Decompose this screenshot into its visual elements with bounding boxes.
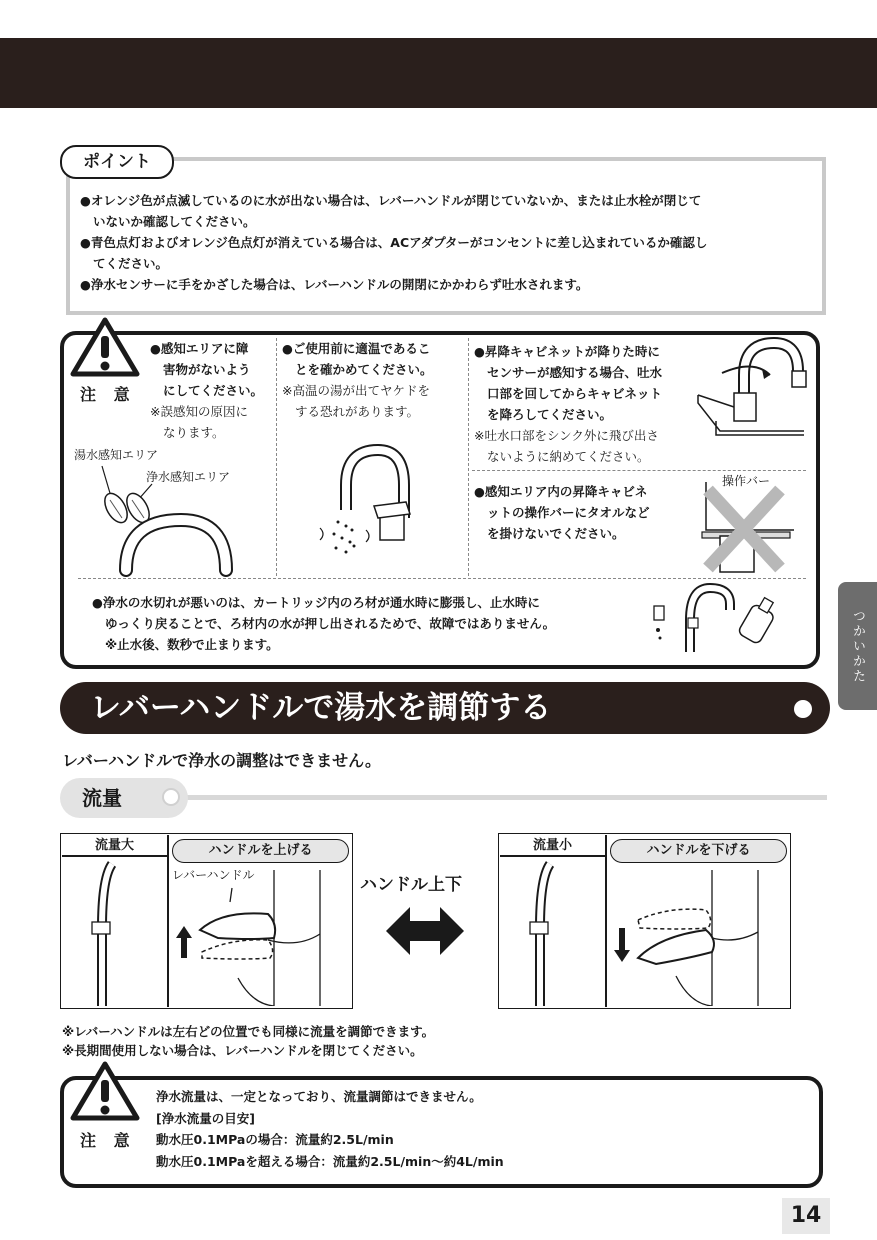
- towel-prohibited-illustration: [698, 476, 798, 576]
- caution-col3a: [474, 341, 662, 467]
- caution-text: を降ろしてください。: [487, 407, 613, 422]
- caution-text: ●浄水の水切れが悪いのは、カートリッジ内のろ材が通水時に膨張し、止水時に: [92, 595, 540, 610]
- raise-handle-pill: ハンドルを上げる: [172, 839, 349, 863]
- caution-text: ●ご使用前に適温であるこ: [282, 341, 431, 356]
- flow-small-label: 流量小: [532, 838, 572, 853]
- flow-notes: [62, 1022, 434, 1060]
- point-line: ●青色点灯およびオレンジ色点灯が消えている場合は、ACアダプターがコンセントに差し込まれているか確認し: [80, 235, 708, 250]
- caution-col3b: [474, 481, 650, 544]
- caution-line: 動水圧0.1MPaの場合：流量約2.5L/min: [156, 1132, 394, 1147]
- caution-text: ※誤感知の原因に: [150, 404, 248, 419]
- caution-text: ※止水後、数秒で止まります。: [105, 637, 279, 652]
- caution-text: ●感知エリアに障: [150, 341, 249, 356]
- note-line: ※長期間使用しない場合は、レバーハンドルを閉じてください。: [62, 1043, 423, 1058]
- caution-text: とを確かめてください。: [295, 362, 433, 377]
- warning-icon: [70, 1060, 140, 1122]
- lever-up-illustration: [62, 858, 350, 1006]
- point-tag: ポイント: [60, 145, 174, 179]
- point-text: [80, 190, 805, 295]
- divider: [468, 338, 469, 576]
- caution-line: 浄水流量は、一定となっており、流量調節はできません。: [156, 1089, 482, 1104]
- caution-text: ●感知エリア内の昇降キャビネ: [474, 484, 648, 499]
- section-dot: [794, 700, 812, 718]
- caution-text: ットの操作バーにタオルなど: [487, 505, 650, 520]
- lower-handle-pill: ハンドルを下げる: [610, 839, 787, 863]
- lever-down-illustration: [500, 858, 788, 1006]
- point-line: ●浄水センサーに手をかざした場合は、レバーハンドルの開閉にかかわらず吐水されます。: [80, 277, 589, 292]
- faucet-hot-water-illustration: [306, 440, 426, 565]
- caution-label: 注 意: [80, 385, 136, 404]
- subheading-rule: [180, 795, 827, 800]
- flow-large-label: 流量大: [94, 838, 134, 853]
- caution-text: 口部を回してからキャビネット: [487, 386, 663, 401]
- section-intro: レバーハンドルで浄水の調整はできません。: [62, 751, 382, 770]
- point-line: いないか確認してください。: [93, 214, 256, 229]
- cartridge-illustration: [648, 580, 788, 655]
- side-tab-usage[interactable]: つかいかた: [838, 582, 877, 710]
- header-bar: [0, 38, 877, 108]
- double-arrow-icon: [386, 905, 464, 957]
- caution-col1: [150, 338, 263, 443]
- caution-text: にしてください。: [163, 383, 264, 398]
- caution-text: 害物がないよう: [163, 362, 251, 377]
- sensor-area-illustration: [76, 460, 266, 580]
- caution-text: ※吐水口部をシンク外に飛び出さ: [474, 428, 659, 443]
- page-number: 14: [782, 1198, 830, 1234]
- caution-line: 動水圧0.1MPaを超える場合：流量約2.5L/min～約4L/min: [156, 1153, 504, 1169]
- divider: [472, 470, 806, 471]
- subheading-title: 流量: [82, 786, 122, 810]
- divider: [78, 578, 806, 579]
- rotate-spout-illustration: [694, 335, 809, 465]
- caution-text: する恐れがあります。: [295, 404, 420, 419]
- caution-text: ※高温の湯が出てヤケドを: [282, 383, 430, 398]
- caution-bottom: [92, 592, 555, 655]
- caution-col2: [282, 338, 433, 422]
- caution-text: を掛けないでください。: [487, 526, 625, 541]
- warning-icon: [70, 316, 140, 378]
- caution-line: [浄水流量の目安]: [156, 1110, 255, 1126]
- point-line: てください。: [93, 256, 169, 271]
- handle-up-down-label: ハンドル上下: [360, 875, 462, 895]
- caution-text: なります。: [163, 425, 225, 440]
- caution-label: 注 意: [80, 1131, 136, 1150]
- caution-text: ●昇降キャビネットが降りた時に: [474, 344, 660, 359]
- divider: [276, 338, 277, 576]
- section-title: レバーハンドルで湯水を調節する: [90, 690, 552, 726]
- caution-text: センサーが感知する場合、吐水: [487, 365, 663, 380]
- lever-handle-label: レバーハンドル: [172, 868, 255, 882]
- caution-text: ないように納めてください。: [487, 449, 650, 464]
- hot-water-sensor-label: 湯水感知エリア: [74, 448, 159, 462]
- operation-bar-label: 操作バー: [722, 474, 771, 488]
- point-line: ●オレンジ色が点滅しているのに水が出ない場合は、レバーハンドルが閉じていないか、または止水栓が閉じて: [80, 193, 702, 208]
- pure-water-sensor-label: 浄水感知エリア: [146, 470, 231, 484]
- note-line: ※レバーハンドルは左右どの位置でも同様に流量を調節できます。: [62, 1024, 435, 1039]
- caution-flow-text: [156, 1086, 504, 1172]
- caution-text: ゆっくり戻ることで、ろ材内の水が押し出されるためで、故障ではありません。: [105, 616, 556, 631]
- subheading-dot: [162, 788, 180, 806]
